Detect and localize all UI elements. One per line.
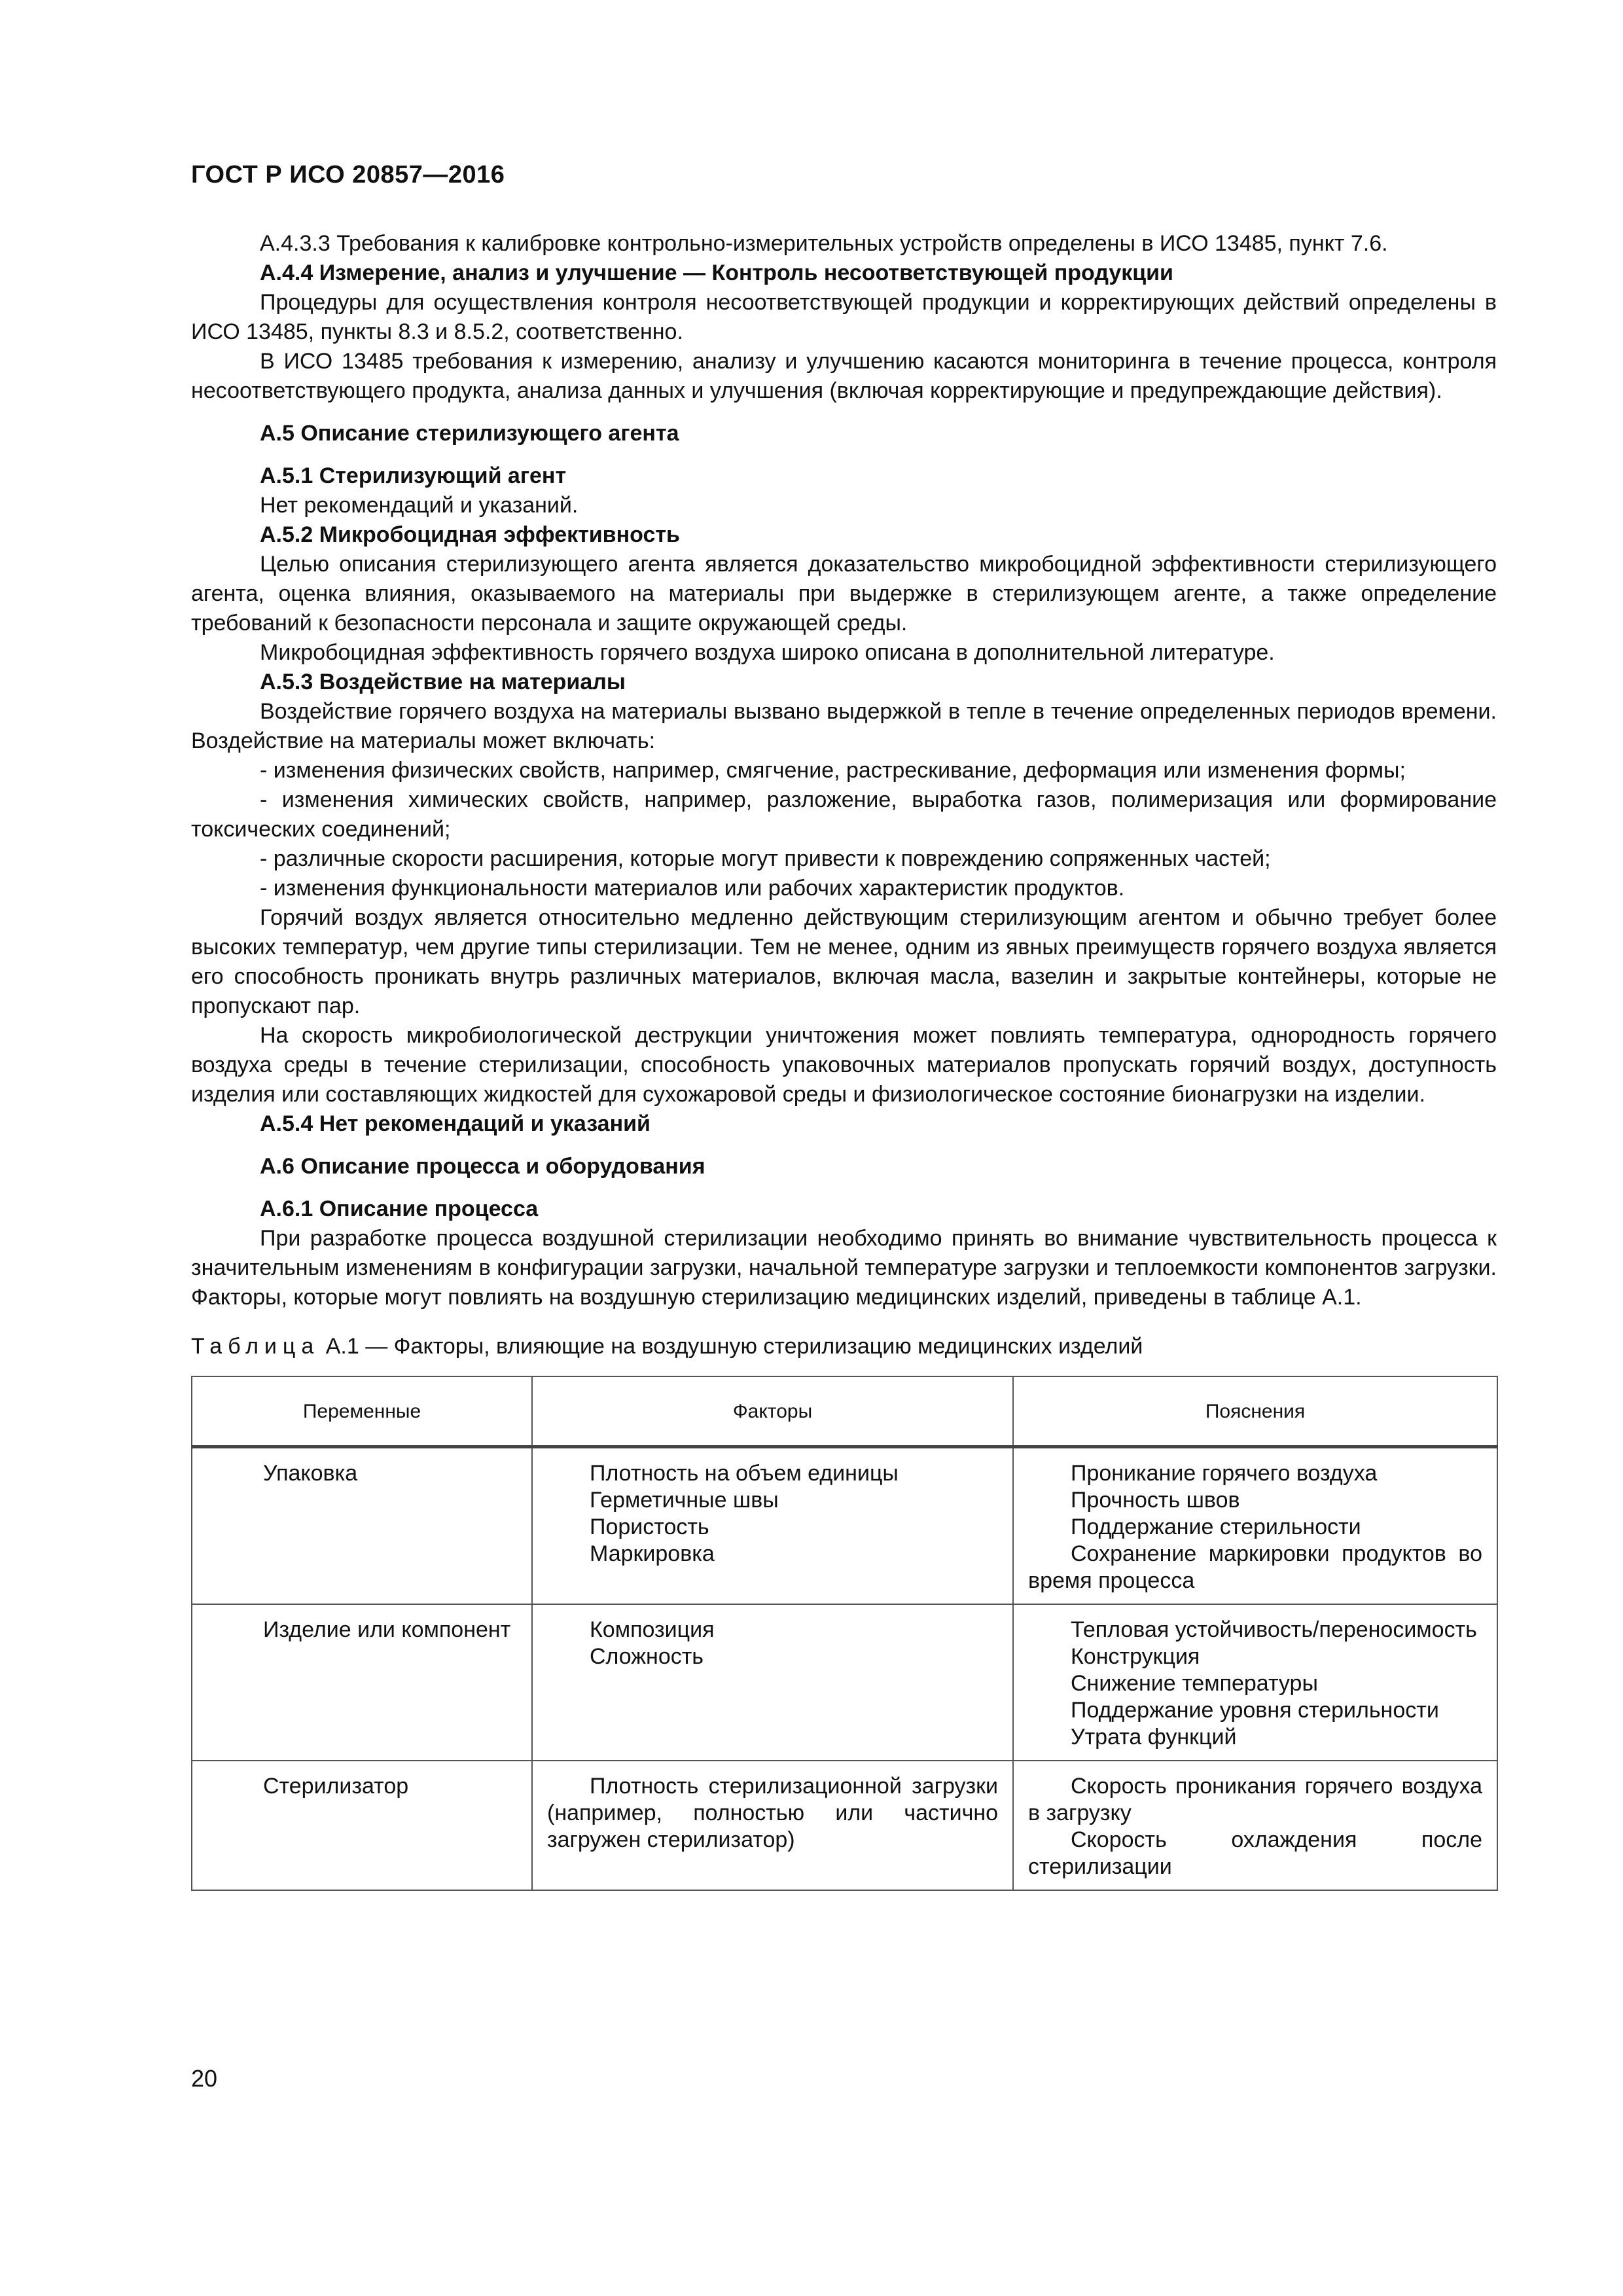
cell-text: Пористость [590, 1515, 709, 1539]
cell-text: Поддержание уровня стерильности [1071, 1698, 1439, 1723]
factors-table [191, 1376, 1498, 1891]
cell-text: Скорость охлаждения после стерилизации [1028, 1827, 1482, 1879]
heading-a52: А.5.2 Микробоцидная эффективность [260, 522, 680, 547]
table-header-row [192, 1376, 1497, 1447]
cell-text: Проникание горячего воздуха [1071, 1461, 1378, 1486]
cell-text: Поддержание стерильности [1071, 1515, 1361, 1539]
list-item: - изменения физических свойств, например, смягчение, растрескивание, деформация или изменения формы; [260, 758, 1406, 783]
table-cell-explanations [1013, 1447, 1497, 1605]
paragraph-a51: Нет рекомендаций и указаний. [260, 493, 579, 518]
table-cell-explanations [1013, 1604, 1497, 1761]
cell-text: Упаковка [263, 1461, 358, 1486]
page-content [191, 229, 1497, 1891]
list-item: - изменения химических свойств, например, разложение, выработка газов, полимеризация или формирование токсических соединений; [191, 787, 1497, 842]
heading-a61: А.6.1 Описание процесса [260, 1196, 539, 1221]
table-row [192, 1604, 1497, 1761]
cell-text: Конструкция [1071, 1644, 1200, 1669]
cell-text: Сохранение маркировки продуктов во время процесса [1028, 1541, 1482, 1593]
paragraph-a53-3: На скорость микробиологической деструкции уничтожения может повлиять температура, однородность горячего воздуха среды в течение стерилизации, способность упаковочных материалов пропускать горячий воздух, доступность изделия или составляющих жидкостей для сухожаровой среды и физиологическое состояние бионагрузки на изделии. [191, 1023, 1497, 1107]
table-caption-prefix: Таблица [191, 1334, 320, 1359]
table-caption-text: А.1 — Факторы, влияющие на воздушную стерилизацию медицинских изделий [319, 1334, 1143, 1359]
column-header-explanations: Пояснения [1013, 1376, 1497, 1447]
paragraph-a44-2: В ИСО 13485 требования к измерению, анализу и улучшению касаются мониторинга в течение процесса, контроля несоответствующего продукта, анализа данных и улучшения (включая корректирующие и предупреждающие действия). [191, 349, 1497, 403]
cell-text: Утрата функций [1071, 1725, 1237, 1749]
table-cell-variable [192, 1604, 532, 1761]
table-row [192, 1447, 1497, 1605]
cell-text: Тепловая устойчивость/переносимость [1071, 1617, 1477, 1642]
heading-a6: А.6 Описание процесса и оборудования [260, 1154, 705, 1179]
table-cell-explanations [1013, 1761, 1497, 1890]
heading-a44: А.4.4 Измерение, анализ и улучшение — Контроль несоответствующей продукции [260, 260, 1173, 285]
cell-text: Герметичные швы [590, 1488, 779, 1513]
cell-text: Сложность [590, 1644, 704, 1669]
paragraph-a52-1: Целью описания стерилизующего агента является доказательство микробоцидной эффективности стерилизующего агента, оценка влияния, оказываемого на материалы при выдержке в стерилизующем агенте, а также определение требований к безопасности персонала и защите окружающей среды. [191, 552, 1497, 636]
list-item: - изменения функциональности материалов или рабочих характеристик продуктов. [260, 876, 1125, 901]
paragraph-a52-2: Микробоцидная эффективность горячего воздуха широко описана в дополнительной литературе. [260, 640, 1275, 665]
page-number: 20 [191, 2065, 218, 2092]
heading-a51: А.5.1 Стерилизующий агент [260, 463, 567, 488]
list-item: - различные скорости расширения, которые могут привести к повреждению сопряженных частей; [260, 846, 1271, 871]
table-cell-factors [532, 1761, 1013, 1890]
cell-text: Скорость проникания горячего воздуха в загрузку [1028, 1774, 1482, 1825]
table-cell-variable [192, 1447, 532, 1605]
column-header-variables: Переменные [192, 1376, 532, 1447]
paragraph-a433: А.4.3.3 Требования к калибровке контрольно-измерительных устройств определены в ИСО 13485, пункт 7.6. [260, 231, 1388, 256]
cell-text: Плотность на объем единицы [590, 1461, 899, 1486]
table-cell-variable [192, 1761, 532, 1890]
cell-text: Изделие или компонент [263, 1617, 511, 1642]
table-cell-factors [532, 1604, 1013, 1761]
cell-text: Композиция [590, 1617, 715, 1642]
cell-text: Прочность швов [1071, 1488, 1240, 1513]
paragraph-a53-1: Воздействие горячего воздуха на материалы вызвано выдержкой в тепле в течение определенных периодов времени. Воздействие на материалы может включать: [191, 699, 1497, 753]
cell-text: Плотность стерилизационной загрузки (например, полностью или частично загружен стерилизатор) [547, 1774, 998, 1852]
table-cell-factors [532, 1447, 1013, 1605]
paragraph-a53-2: Горячий воздух является относительно медленно действующим стерилизующим агентом и обычно требует более высоких температур, чем другие типы стерилизации. Тем не менее, одним из явных преимуществ горячего воздуха является его способность проникать внутрь различных материалов, включая масла, вазелин и закрытые контейнеры, которые не пропускают пар. [191, 905, 1497, 1018]
heading-a53: А.5.3 Воздействие на материалы [260, 670, 626, 694]
cell-text: Стерилизатор [263, 1774, 409, 1799]
table-row [192, 1761, 1497, 1890]
heading-a5: А.5 Описание стерилизующего агента [260, 421, 679, 446]
paragraph-a44-1: Процедуры для осуществления контроля несоответствующей продукции и корректирующих действий определены в ИСО 13485, пункты 8.3 и 8.5.2, соответственно. [191, 290, 1497, 344]
document-header: ГОСТ Р ИСО 20857—2016 [191, 161, 505, 188]
paragraph-a61: При разработке процесса воздушной стерилизации необходимо принять во внимание чувствительность процесса к значительным изменениям в конфигурации загрузки, начальной температуре загрузки и теплоемкости компонентов загрузки. Факторы, которые могут повлиять на воздушную стерилизацию медицинских изделий, приведены в таблице А.1. [191, 1226, 1497, 1310]
table-caption [191, 1332, 1497, 1361]
cell-text: Маркировка [590, 1541, 715, 1566]
cell-text: Снижение температуры [1071, 1671, 1318, 1696]
column-header-factors: Факторы [532, 1376, 1013, 1447]
heading-a54: А.5.4 Нет рекомендаций и указаний [260, 1111, 651, 1136]
